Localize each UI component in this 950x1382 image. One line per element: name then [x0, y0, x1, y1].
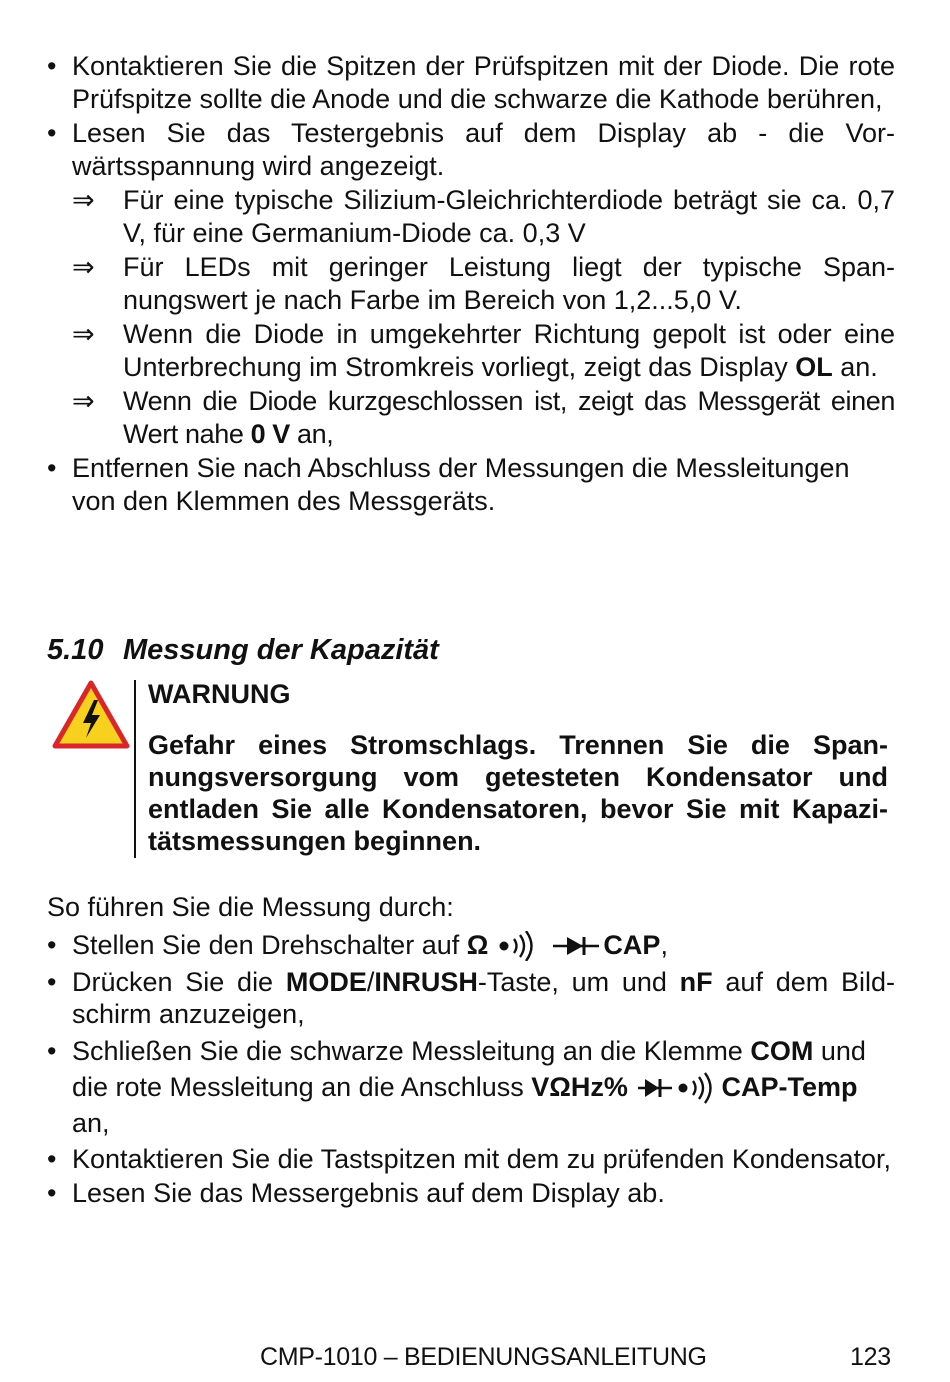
high-voltage-warning-icon	[52, 680, 130, 750]
capacitance-procedure	[0, 891, 950, 1210]
diode-icon	[637, 1077, 673, 1099]
list-item: • Entfernen Sie nach Abschluss der Messungen die Messleitungen von den Klemmen des Messgeräts.	[0, 452, 950, 517]
page-number: 123	[850, 1343, 891, 1371]
section-heading	[47, 632, 439, 668]
list-item: • Drücken Sie die MODE/INRUSH-Taste, um und nF auf dem Bildschirm anzuzeigen,	[0, 966, 950, 1031]
list-item: • Stellen Sie den Drehschalter auf Ω CAP,	[0, 926, 950, 964]
arrow-item: ⇒ Wenn die Diode in umgekehrter Richtung gepolt ist oder eine Unterbrechung im Stromkreis vorliegt, zeigt das Display OL an.	[0, 318, 950, 383]
warning-title: WARNUNG	[148, 679, 291, 709]
list-item: • Schließen Sie die schwarze Messleitung an die Klemme COM und die rote Messleitung an die Anschluss VΩHz% CAP-Temp an,	[0, 1033, 950, 1141]
list-item: • Lesen Sie das Testergebnis auf dem Display ab - die Vorwärtsspannung wird angezeigt.	[0, 117, 950, 182]
list-item: • Lesen Sie das Messergebnis auf dem Display ab.	[0, 1177, 950, 1210]
footer-title: CMP-1010 – BEDIENUNGSANLEITUNG	[260, 1343, 707, 1371]
section-title: Messung der Kapazität	[123, 634, 439, 666]
warning-text: Gefahr eines Stromschlags. Trennen Sie die Spannungsversorgung vom getesteten Kondensator und entladen Sie alle Kondensatoren, bevor Sie mit Kapazitätsmessungen beginnen.	[148, 730, 888, 856]
list-item: • Kontaktieren Sie die Spitzen der Prüfspitzen mit der Diode. Die rote Prüfspitze sollte die Anode und die schwarze die Kathode berühren,	[0, 50, 950, 115]
warning-divider	[134, 680, 136, 858]
section-number: 5.10	[47, 634, 104, 666]
diode-icon	[551, 935, 601, 957]
procedure-intro: So führen Sie die Messung durch:	[47, 892, 454, 922]
diode-test-steps	[0, 50, 950, 517]
list-item: • Kontaktieren Sie die Tastspitzen mit dem zu prüfenden Kondensator,	[0, 1143, 950, 1176]
continuity-sound-icon	[677, 1072, 719, 1104]
arrow-item: ⇒ Für LEDs mit geringer Leistung liegt der typische Spannungswert je nach Farbe im Bereich von 1,2...5,0 V.	[0, 251, 950, 316]
arrow-item: ⇒ Wenn die Diode kurzgeschlossen ist, zeigt das Messgerät einen Wert nahe 0 V an,	[0, 385, 950, 450]
arrow-item: ⇒ Für eine typische Silizium-Gleichrichterdiode beträgt sie ca. 0,7 V, für eine Germanium-Diode ca. 0,3 V	[0, 184, 950, 249]
continuity-sound-icon	[498, 931, 540, 961]
